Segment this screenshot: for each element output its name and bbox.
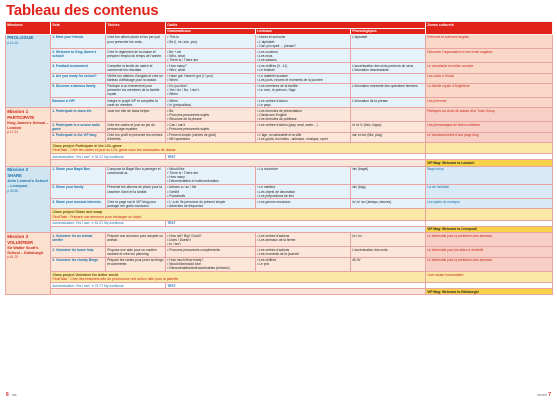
prologue-pages: p.13-16 (7, 40, 18, 45)
final-task: FinalTask : Crée tes cartes et joue au LOL game avec tes camarades de classe. (52, 148, 177, 153)
zone-cell: Le volontariat en milieu scolaire (426, 63, 553, 73)
set-cell: 3. Volunteer for charity Bingo (51, 257, 106, 271)
zone-cell: Les prénoms (426, 98, 553, 108)
zone-cell: Le bénévolat pour les aides à domicile (426, 247, 553, 257)
grammar-cell: • Can / can't • Pronoms personnels sujets (166, 122, 256, 132)
grammar-cell: • Présent simple (verbes de goût) • WH questions (166, 132, 256, 142)
mission3-place: Sir Walter Scott's School – Edinburgh (7, 245, 44, 255)
mission1-subtitle: PARTICIPATE (7, 114, 35, 120)
project-title: Class project Share and swap (52, 210, 103, 215)
mission3-pages: p.61-75 (7, 255, 18, 260)
zone-cell-extra (426, 209, 553, 220)
header-zones: Zones culturels (426, 22, 553, 35)
footer-left (6, 392, 17, 398)
phonology-cell: /æ/ (bag) (351, 184, 426, 198)
tache-cell: Crée ton profil et présente tes centres d'intérêts. (106, 132, 166, 142)
table-row (6, 233, 553, 247)
header-outils: Outils (166, 22, 426, 29)
mission1-pages: p.17-31 (7, 130, 18, 135)
table-row (6, 98, 553, 108)
tache-cell: Participe à un événement pour présenter les membres de la famille royale. (106, 83, 166, 97)
footer-left-label: six (12, 393, 17, 397)
mission3-subtitle: VOLUNTEER (7, 239, 34, 245)
prologue-label (6, 34, 51, 107)
grammar-cell: • Would like • There is / There are • How many • Dénombrables et indénombrables (166, 166, 256, 184)
project-row (6, 271, 553, 282)
phonology-cell: /ɪ/ et /iː/ (fish, hippo) (351, 122, 426, 132)
project-row (6, 142, 553, 153)
tache-cell: Crée le règlement de ta classe et prépare l'emploi du temps de l'année. (106, 49, 166, 63)
phonology-cell: L'accentuation des mots (351, 247, 426, 257)
grammar-cell: • Have got. Haven't got (I / you) • When (166, 73, 256, 83)
grammar-cell: • Be + we • Who, what • There is / There are (166, 49, 256, 63)
zone-cell: La vie familiale (426, 184, 553, 198)
set-cell: 1. Volunteer for an animal shelter (51, 233, 106, 247)
table-row (6, 34, 553, 48)
grammar-cell: • How much/How many? • Would like/would love • Dénombrables/indénombrables (révision) (166, 257, 256, 271)
zone-cell: Prénoms et surnoms anglais (426, 34, 553, 48)
lexical-cell: • Les couleurs • Les mois • Les saisons (256, 49, 351, 63)
header-phonologiques: Phonologiques (351, 28, 426, 34)
mission2-pages: p.39-58 (7, 188, 18, 193)
zone-cell: Les styles de musique (426, 199, 553, 209)
mission1-place: King James's School – London (7, 121, 49, 130)
test-label: TEST (166, 154, 426, 160)
lexical-cell: • Les verbes d'actions • Les animaux de la ferme (256, 233, 351, 247)
zone-cell: Les personnages de fiction célèbres (426, 122, 553, 132)
table-row (6, 166, 553, 184)
final-task: FinalTask : Prépare une annonce pour échanger un objet. (52, 214, 142, 219)
grammar-cell: • When • In (préposition) (166, 98, 256, 108)
tache-cell: Présente tes albums de photo pour ta chambre d'ami et ta famille. (106, 184, 166, 198)
zone-cell: Les clubs à l'école (426, 73, 553, 83)
zone-cell: Le bénévolat pour la protection des animaux (426, 257, 553, 271)
lexical-cell: • Le meilleur • Les objets de décoration • Les prépositions de lieu (256, 184, 351, 198)
footer-right-label: seven (537, 393, 547, 397)
vip-mag: VIP Mag: Welcome to London! (426, 160, 553, 166)
tache-cell: Propose une aide pour un soutien scolaire et crée ton planning. (106, 247, 166, 257)
vip-mag: VIP Mag: Welcome to Edinburgh! (426, 289, 553, 295)
header-taches: Tâches (106, 22, 166, 35)
tache-cell: Crée tes cartes et joue au jeu du personnage mystère. (106, 122, 166, 132)
header-missions: Missions (6, 22, 51, 35)
tache-cell: Vérifie ton affaires d'anglais et crée un tableau d'affichage pour la classe. (106, 73, 166, 83)
table-row (6, 49, 553, 63)
lexical-cell: • La nourriture (256, 166, 351, 184)
phonology-cell: /aɪ/ et /eɪ/ (like, play) (351, 132, 426, 142)
lexical-cell: • Les verbes d'action • Le pays (256, 98, 351, 108)
lexical-cell: • Les chiffres • Le prix (256, 257, 351, 271)
lexical-cell: • Le matériel scolaire • Les jours, heures et moments de la journée (256, 73, 351, 83)
mission2-label (6, 166, 51, 232)
phonology-cell: /θ/ /ð/ (351, 257, 426, 271)
set-cell: 2. Volunteer for home help (51, 247, 106, 257)
autoevaluation: Autoévaluation: Yes I can! ➔ 34-37 My workbook (51, 154, 166, 160)
mission3-label (6, 233, 51, 295)
grammar-cell: • Be • Pronoms personnels sujets • Structure de la phrase (166, 108, 256, 122)
page-title: Tableau des contenus (6, 2, 159, 19)
phonology-cell: /ɑ:/ /ɑː/ (351, 233, 426, 247)
tache-cell: Prépare tes cartes pour jouer au bingo et commente. (106, 257, 166, 271)
set-cell: 2. Share your family (51, 184, 106, 198)
project-title: Class project Participate in the LOL game (52, 143, 122, 148)
phonology-cell (351, 108, 426, 122)
footer-left-number: 6 (6, 392, 9, 398)
header-lexicaux: Lexicaux (256, 28, 351, 34)
phonology-cell: /æ/ (bagel) (351, 166, 426, 184)
project-cell (51, 209, 426, 220)
zone-cell-extra: Une cause humanitaire (426, 271, 553, 282)
lexical-cell: • Les membres de la famille • Le nom, le prénom, l'âge (256, 83, 351, 97)
set-cell: 1. Share your Bagel Box (51, 166, 106, 184)
tache-cell: Prépare une annonce pour adopter un animal. (106, 233, 166, 247)
phonology-cell: L'intonation de la phrase (351, 98, 426, 108)
mission2-place: John Lennon's School – Liverpool (7, 179, 48, 189)
set-cell: 5. Discover a famous family (51, 83, 106, 97)
test-label: TEST (166, 283, 426, 289)
tache-cell: Intègre le projet VIP et complète la carte de membre. (106, 98, 166, 108)
vip-mag: VIP Mag: Welcome to Liverpool! (426, 226, 553, 232)
vip-spacer (51, 289, 426, 295)
grammar-cell: • This is • Be (I, he, she, you) (166, 34, 256, 48)
final-task: FinalTask : Crée des bracelets afin de promouvoir une action utile pour la planète. (52, 276, 180, 281)
lexical-cell: • Les genres musicaux (256, 199, 351, 209)
phonology-cell (351, 73, 426, 83)
lexical-cell: • Les formules de présentation • Classroom English • Les formules de politesse (256, 108, 351, 122)
lexical-cell: • Noms et surnoms • L'alphabet • Can you spell…, please? (256, 34, 351, 48)
mission1-title: Mission 1 (7, 108, 29, 114)
vip-row (6, 289, 553, 295)
lexical-cell: • Les verbes d'actions • Les moments de la journée (256, 247, 351, 257)
set-cell: 3. Participate in the VIP blog (51, 132, 106, 142)
grammar-cell: • Articles a / an / the • Génitif • Possessifs (166, 184, 256, 198)
table-row (6, 132, 553, 142)
table-row (6, 73, 553, 83)
table-row (6, 199, 553, 209)
autoevaluation: Autoévaluation: Yes I can! ➔ 51-57 My workbook (51, 220, 166, 226)
phonology-cell: L'intonation montante des questions fermées (351, 83, 426, 97)
zone-cell: La famille royale d'Angleterre (426, 83, 553, 97)
header-sets: Sets (51, 22, 106, 35)
zone-cell: Le bénévolat pour la protection des animaux (426, 233, 553, 247)
table-row (6, 83, 553, 97)
zone-cell: Le fonctionnement d'une page blog (426, 132, 553, 142)
test-label: TEST (166, 220, 426, 226)
set-cell: 3. Share your musical interests (51, 199, 106, 209)
zone-cell: Participer au choix de classe d'un Tutor Group (426, 108, 553, 122)
grammar-cell: • How many? • Who, what (166, 63, 256, 73)
phonology-cell: /s/ /z/ /ɪz/ (always, dances) (351, 199, 426, 209)
footer-right (535, 392, 551, 398)
set-cell: 3. Football tournament (51, 63, 106, 73)
grammar-cell: • How old? Big? Good? • Does / Doesn't • Is / Isn't (166, 233, 256, 247)
table-row (6, 247, 553, 257)
mission3-title: Mission 3 (7, 233, 29, 239)
phonology-cell: L'accentuation des mots porteurs de sens L'intonation descendante (351, 63, 426, 73)
lexical-cell: • Les chiffres (0 - 11) • Le football (256, 63, 351, 73)
phonology-cell: L'alphabet (351, 34, 426, 48)
set-cell: 4. Are you ready for school? (51, 73, 106, 83)
autoevaluation: Autoévaluation: Yes I can! ➔ 74-77 My workbook (51, 283, 166, 289)
phonology-cell (351, 49, 426, 63)
grammar-cell: • Pronoms personnels compléments (166, 247, 256, 257)
table-row (6, 257, 553, 271)
table-row (6, 184, 553, 198)
project-cell (51, 142, 426, 153)
set-cell: 1. Meet your friends (51, 34, 106, 48)
table-row (6, 108, 553, 122)
tache-cell: Complète la feuille de match et commente les résultats. (106, 63, 166, 73)
tache-cell: Compose ta Bagel Box à partager et commande-la. (106, 166, 166, 184)
project-row (6, 209, 553, 220)
table-row (6, 63, 553, 73)
mission2-subtitle: SHARE (7, 173, 22, 179)
zone-cell: Découvrir l'organisation d'une école anglaise (426, 49, 553, 63)
table-body (6, 34, 553, 295)
set-cell: Become a VIP! (51, 98, 106, 108)
mission1-label (6, 108, 51, 166)
project-title: Class project Volunteer for better world (52, 272, 118, 277)
zone-cell: Bagel shop (426, 166, 553, 184)
grammar-cell: • L'-s de 3e personne du présent simple • Adverbes de fréquence (166, 199, 256, 209)
project-cell (51, 271, 426, 282)
lexical-cell: • Les verbes d'action (play, read, swim…) (256, 122, 351, 132)
set-cell: 1. Participate in class life (51, 108, 106, 122)
tache-cell: Crée ton album photo et ton pen pal pour présenter tes amis. (106, 34, 166, 48)
contents-table (5, 21, 553, 295)
header-grammaticaux: Grammaticaux (166, 28, 256, 34)
set-cell: 2. Welcome to King James's school! (51, 49, 106, 63)
zone-cell-extra (426, 142, 553, 153)
table-row (6, 122, 553, 132)
lexical-cell: • L'âge, la nationalité et la ville • Les goûts, les loisirs : animaux, musique, sport (256, 132, 351, 142)
prologue-title: PROLOGUE (7, 35, 34, 41)
grammar-cell: • Do you like? • Yes I do / No, I don't. • When (166, 83, 256, 97)
footer-right-number: 7 (548, 392, 551, 398)
set-cell: 2. Participate in a school radio game (51, 122, 106, 132)
tache-cell: Crée ta page sur le VIP blog pour partager tes goûts musicaux. (106, 199, 166, 209)
tache-cell: Joue ton rôle de class helper. (106, 108, 166, 122)
mission2-title: Mission 2 (7, 167, 29, 173)
